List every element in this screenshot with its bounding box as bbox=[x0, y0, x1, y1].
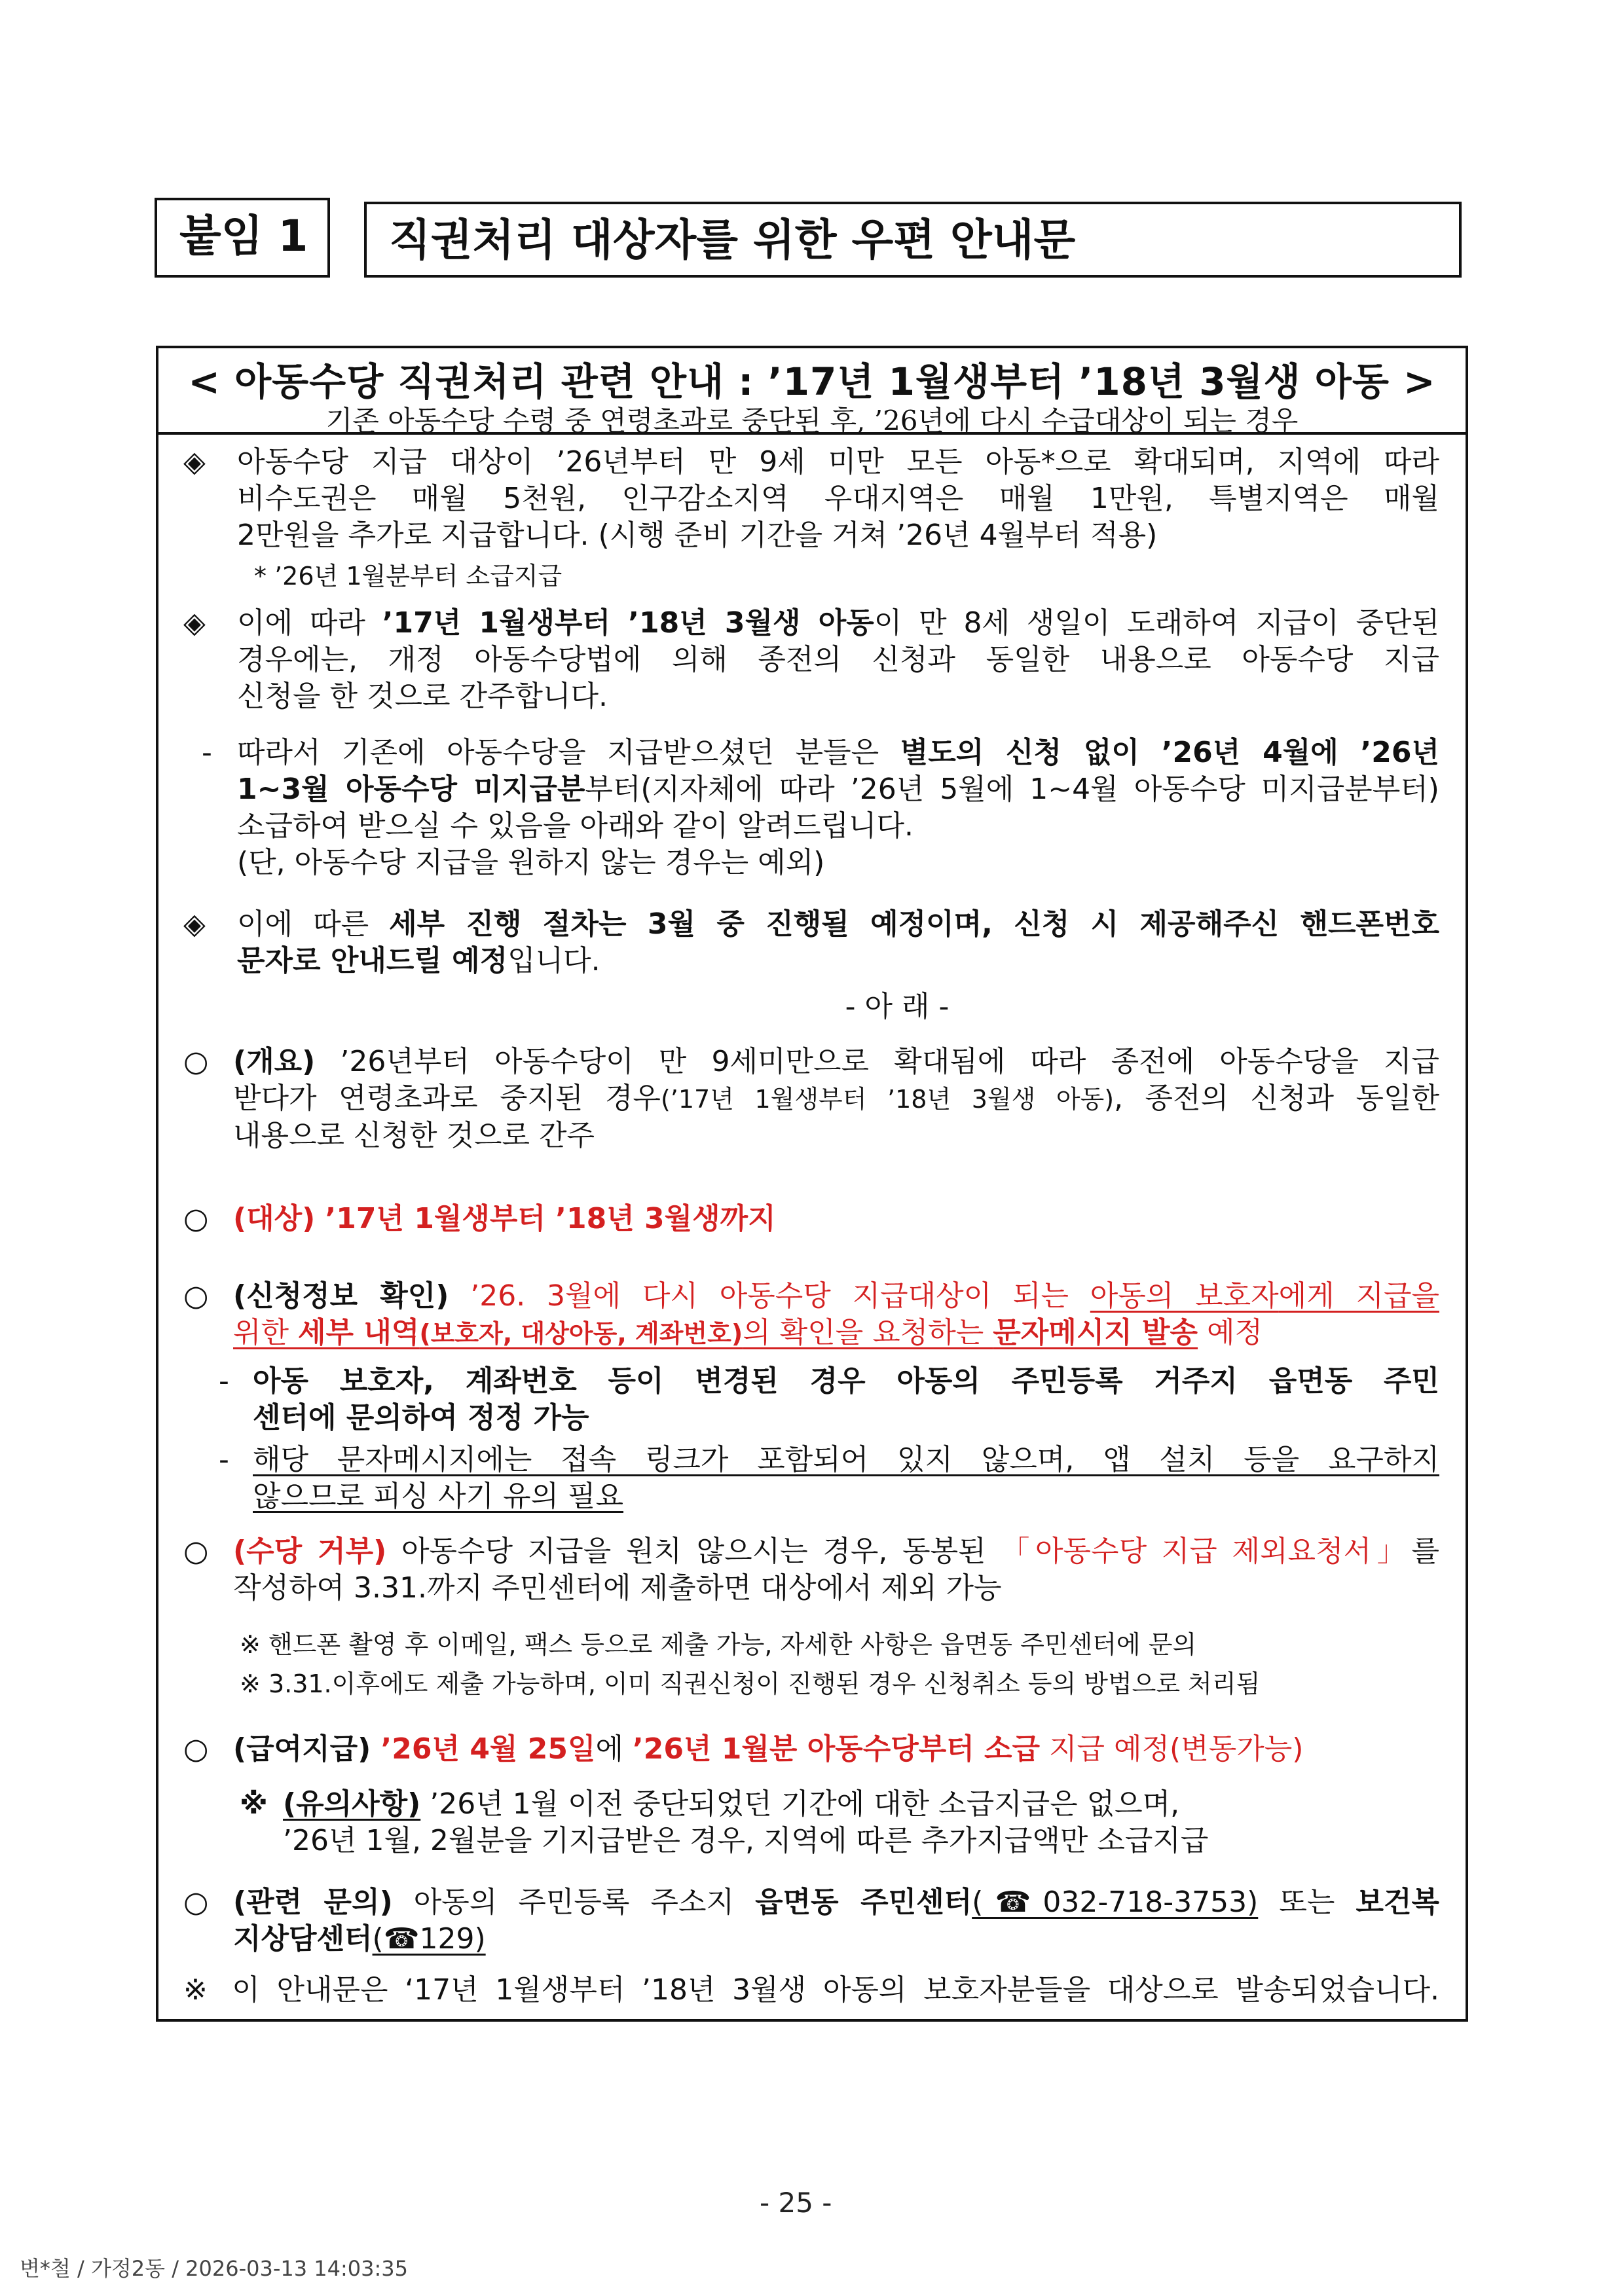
diamond-icon: ◈ bbox=[183, 907, 206, 941]
text-line: (관련 문의) 아동의 주민등록 주소지 읍면동 주민센터(☎032-718-3753) 또는 보건복 bbox=[233, 1886, 1439, 1919]
below-heading: - 아 래 - bbox=[845, 990, 950, 1023]
text-line: 문자로 안내드릴 예정입니다. bbox=[237, 944, 600, 977]
text-line: (유의사항) ’26년 1월 이전 중단되었던 기간에 대한 소급지급은 없으며, bbox=[283, 1787, 1180, 1821]
text-line: 이에 따라 ’17년 1월생부터 ’18년 3월생 아동이 만 8세 생일이 도래하여 지급이 중단된 bbox=[237, 606, 1439, 640]
footnote: * ’26년 1월분부터 소급지급 bbox=[254, 562, 563, 591]
text-line: 지상담센터(☎129) bbox=[233, 1922, 486, 1956]
text-line: 작성하여 3.31.까지 주민센터에 제출하면 대상에서 제외 가능 bbox=[233, 1571, 1002, 1605]
text-line: 비수도권은 매월 5천원, 인구감소지역 우대지역은 매월 1만원, 특별지역은 매월 bbox=[237, 482, 1439, 515]
notice-subtitle: 기존 아동수당 수령 중 연령초과로 중단된 후, ’26년에 다시 수급대상이 되는 경우 bbox=[325, 405, 1299, 437]
circle-bullet: ○ bbox=[183, 1045, 209, 1078]
text-line: 해당 문자메시지에는 접속 링크가 포함되어 있지 않으며, 앱 설치 등을 요구하지 bbox=[253, 1443, 1439, 1476]
text-line: (대상) ’17년 1월생부터 ’18년 3월생까지 bbox=[233, 1202, 776, 1235]
text-line: 따라서 기존에 아동수당을 지급받으셨던 분들은 별도의 신청 없이 ’26년 4월에 ’26년 bbox=[237, 736, 1440, 769]
circle-bullet: ○ bbox=[183, 1886, 209, 1919]
notice-header bbox=[158, 348, 1466, 435]
text-line: 신청을 한 것으로 간주합니다. bbox=[237, 680, 608, 713]
diamond-icon: ◈ bbox=[183, 606, 206, 640]
note-line: ※ 핸드폰 촬영 후 이메일, 팩스 등으로 제출 가능, 자세한 사항은 읍면동 주민센터에 문의 bbox=[240, 1630, 1197, 1659]
page-title-box bbox=[364, 202, 1462, 278]
dash-marker: - bbox=[202, 736, 212, 769]
circle-bullet: ○ bbox=[183, 1279, 209, 1313]
diamond-icon: ◈ bbox=[183, 445, 206, 479]
circle-bullet: ○ bbox=[183, 1202, 209, 1235]
text-line: ’26년 1월, 2월분을 기지급받은 경우, 지역에 따른 추가지급액만 소급지급 bbox=[283, 1824, 1209, 1857]
text-line: 아동수당 지급 대상이 ’26년부터 만 9세 미만 모든 아동*으로 확대되며, 지역에 따라 bbox=[237, 445, 1439, 479]
print-stamp: 변*철 / 가정2동 / 2026-03-13 14:03:35 bbox=[20, 2256, 409, 2281]
text-line: 센터에 문의하여 정정 가능 bbox=[253, 1401, 589, 1434]
circle-bullet: ○ bbox=[183, 1732, 209, 1766]
text-line: 위한 세부 내역(보호자, 대상아동, 계좌번호)의 확인을 요청하는 문자메시지 발송 예정 bbox=[233, 1316, 1263, 1349]
text-line: (신청정보 확인) ’26. 3월에 다시 아동수당 지급대상이 되는 아동의 보호자에게 지급을 bbox=[233, 1279, 1439, 1313]
text-line: 1~3월 아동수당 미지급분부터(지자체에 따라 ’26년 5월에 1~4월 아동수당 미지급분부터) bbox=[237, 773, 1439, 806]
note-line: ※ 3.31.이후에도 제출 가능하며, 이미 직권신청이 진행된 경우 신청취소 등의 방법으로 처리됨 bbox=[240, 1669, 1261, 1698]
text-line: (수당 거부) 아동수당 지급을 원치 않으시는 경우, 동봉된 「아동수당 지급 제외요청서」를 bbox=[233, 1535, 1439, 1568]
page-title: 직권처리 대상자를 위한 우편 안내문 bbox=[389, 215, 1076, 265]
notice-letter: < 아동수당 직권처리 관련 안내 : ’17년 1월생부터 ’18년 3월생 아동 > 기존 아동수당 수령 중 연령초과로 중단된 후, ’26년에 다시 수급대상이 되는 경우 ◈ 아동수당 지급 대상이 ’26년부터 만 9세 미만 모든 아동*으로 확대되며, 지역에 따라 비수도권은 매월 5천원, 인구감소지역 우대지역은 매월 1만원, 특별지역은 매월 2만원을 추가로 지급합니다. (시행 준비 기간을 거쳐 ’26년 4월부터 적용) * ’26년 1월분부터 소급지급 ◈ 이에 따라 ’17년 1월생부터 ’18년 3월생 아동이 만 8세 생일이 도래하여 지급이 중단된 경우에는, 개정 아동수당법에 의해 종전의 신청과 동일한 내용으로 아동수당 지급 신청을 한 것으로 간주합니다. - 따라서 기존에 아동수당을 지급받으셨던 분들은 별도의 신청 없이 ’26년 4월에 ’26년 1~3월 아동수당 미지급분부터(지자체에 따라 ’26년 5월에 1~4월 아동수당 미지급분부터) 소급하여 받으실 수 있음을 아래와 같이 알려드립니다. (단, 아동수당 지급을 원하지 않는 경우는 예외) ◈ 이에 따른 세부 진행 절차는 3월 중 진행될 예정이며, 신청 시 제공해주신 핸드폰번호 문자로 안내드릴 예정입니다. - 아 래 - ○ (개요) ’26년부터 아동수당이 만 9세미만으로 확대됨에 따라 종전에 아동수당을 지급 받다가 연령초과로 중지된 경우(’17년 1월생부터 ’18년 3월생 아동), 종전의 신청과 동일한 내용으로 신청한 것으로 간주 ○ (대상) ’17년 1월생부터 ’18년 3월생까지 ○ (신청정보 확인) ’26. 3월에 다시 아동수당 지급대상이 되는 아동의 보호자에게 지급을 위한 세부 내역(보호자, 대상아동, 계좌번호)의 확인을 요청하는 문자메시지 발송 예정 - 아동 보호자, 계좌번호 등이 변경된 경우 아동의 주민등록 거주지 읍면동 주민 센터에 문의하여 정정 가능 - 해당 문자메시지에는 접속 링크가 포함되어 있지 않으며, 앱 설치 등을 요구하지 않으므로 피싱 사기 유의 필요 ○ (수당 거부) 아동수당 지급을 원치 않으시는 경우, 동봉된 「아동수당 지급 제외요청서」를 작성하여 3.31.까지 주민센터에 제출하면 대상에서 제외 가능 ※ 핸드폰 촬영 후 이메일, 팩스 등으로 제출 가능, 자세한 사항은 읍면동 주민센터에 문의 ※ 3.31.이후에도 제출 가능하며, 이미 직권신청이 진행된 경우 신청취소 등의 방법으로 처리됨 ○ (급여지급) ’26년 4월 25일에 ’26년 1월분 아동수당부터 소급 지급 예정(변동가능) ※ (유의사항) ’26년 1월 이전 중단되었던 기간에 대한 소급지급은 없으며, ’26년 1월, 2월분을 기지급받은 경우, 지역에 따른 추가지급액만 소급지급 ○ (관련 문의) 아동의 주민등록 주소지 읍면동 주민센터(☎032-718-3753) 또는 보건복 지상담센터(☎129) ※ 이 안내문은 ‘17년 1월생부터 ’18년 3월생 아동의 보호자분들을 대상으로 발송되었습니다. bbox=[156, 346, 1468, 2022]
text-line: 내용으로 신청한 것으로 간주 bbox=[233, 1119, 595, 1152]
text-line: (개요) ’26년부터 아동수당이 만 9세미만으로 확대됨에 따라 종전에 아동수당을 지급 bbox=[233, 1045, 1439, 1078]
text-line: (단, 아동수당 지급을 원하지 않는 경우는 예외) bbox=[237, 846, 825, 879]
text-line: 경우에는, 개정 아동수당법에 의해 종전의 신청과 동일한 내용으로 아동수당 지급 bbox=[237, 643, 1439, 676]
notice-title: < 아동수당 직권처리 관련 안내 : ’17년 1월생부터 ’18년 3월생 아동 > bbox=[188, 359, 1436, 404]
text-line: 이에 따른 세부 진행 절차는 3월 중 진행될 예정이며, 신청 시 제공해주신 핸드폰번호 bbox=[237, 907, 1439, 941]
text-line: 아동 보호자, 계좌번호 등이 변경된 경우 아동의 주민등록 거주지 읍면동 주민 bbox=[253, 1364, 1439, 1398]
text-line: 2만원을 추가로 지급합니다. (시행 준비 기간을 거쳐 ’26년 4월부터 적용) bbox=[237, 519, 1158, 552]
text-line: 소급하여 받으실 수 있음을 아래와 같이 알려드립니다. bbox=[237, 809, 913, 843]
text-line: (급여지급) ’26년 4월 25일에 ’26년 1월분 아동수당부터 소급 지급 예정(변동가능) bbox=[233, 1732, 1304, 1766]
attachment-label: 붙임 1 bbox=[179, 211, 308, 261]
page-number: - 25 - bbox=[760, 2187, 832, 2219]
attachment-tag bbox=[155, 198, 330, 278]
circle-bullet: ○ bbox=[183, 1535, 209, 1568]
text-line: 받다가 연령초과로 중지된 경우(’17년 1월생부터 ’18년 3월생 아동), 종전의 신청과 동일한 bbox=[233, 1082, 1439, 1115]
text-line: 않으므로 피싱 사기 유의 필요 bbox=[253, 1480, 623, 1513]
